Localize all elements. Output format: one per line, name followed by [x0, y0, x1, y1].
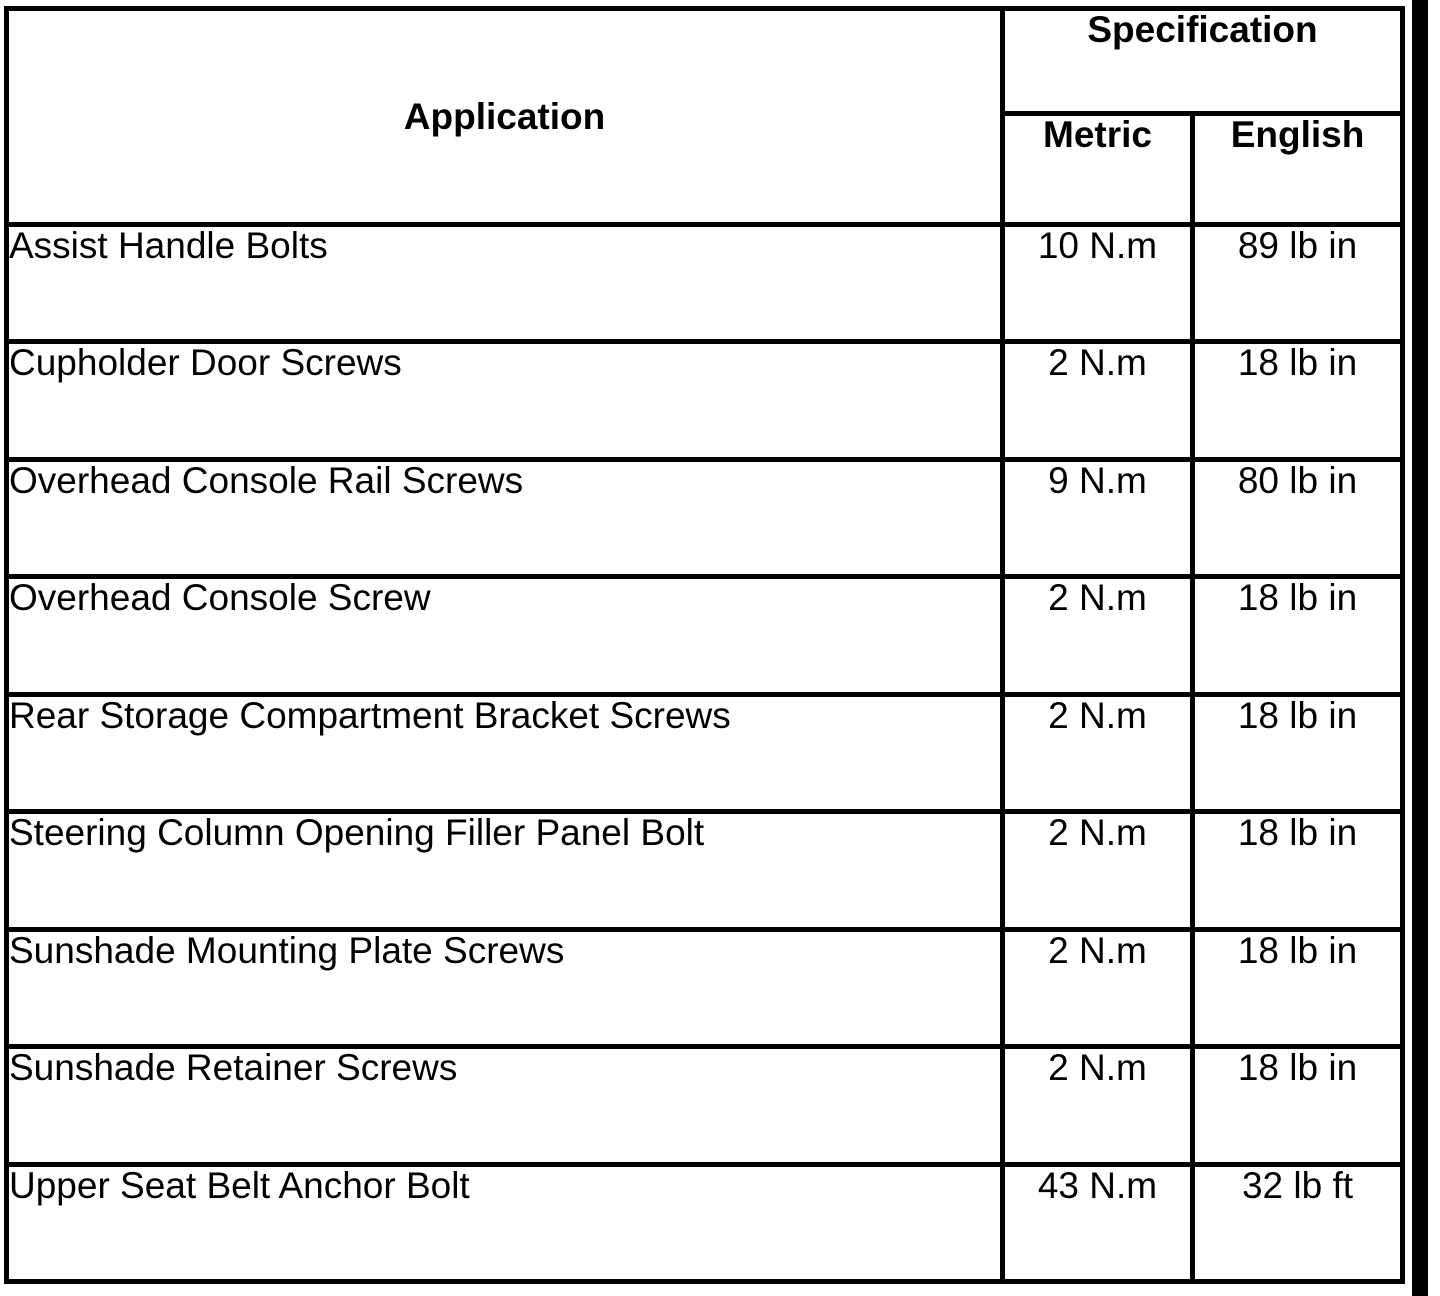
table-body	[7, 225, 1403, 1282]
table-row	[7, 694, 1403, 811]
table-row	[7, 812, 1403, 929]
metric-cell: 2 N.m	[1003, 342, 1193, 459]
metric-column-header: Metric	[1003, 114, 1193, 225]
metric-cell: 2 N.m	[1003, 929, 1193, 1046]
specification-column-header: Specification	[1003, 9, 1403, 114]
english-cell: 32 lb ft	[1193, 1164, 1403, 1282]
english-cell: 18 lb in	[1193, 694, 1403, 811]
table-row	[7, 929, 1403, 1046]
metric-cell: 2 N.m	[1003, 1047, 1193, 1164]
table-row	[7, 225, 1403, 342]
table-row	[7, 342, 1403, 459]
metric-cell: 2 N.m	[1003, 812, 1193, 929]
application-cell: Rear Storage Compartment Bracket Screws	[7, 694, 1003, 811]
application-cell: Overhead Console Screw	[7, 577, 1003, 694]
table-row	[7, 577, 1403, 694]
english-column-header: English	[1193, 114, 1403, 225]
application-column-header: Application	[7, 9, 1003, 225]
metric-cell: 9 N.m	[1003, 459, 1193, 576]
application-cell: Cupholder Door Screws	[7, 342, 1003, 459]
table-header	[7, 9, 1403, 225]
header-row-top	[7, 9, 1403, 114]
scan-edge-rule	[1412, 0, 1428, 1296]
english-cell: 18 lb in	[1193, 1047, 1403, 1164]
table-row	[7, 459, 1403, 576]
application-cell: Assist Handle Bolts	[7, 225, 1003, 342]
application-cell: Sunshade Mounting Plate Screws	[7, 929, 1003, 1046]
application-cell: Steering Column Opening Filler Panel Bolt	[7, 812, 1003, 929]
application-cell: Sunshade Retainer Screws	[7, 1047, 1003, 1164]
english-cell: 18 lb in	[1193, 342, 1403, 459]
application-cell: Upper Seat Belt Anchor Bolt	[7, 1164, 1003, 1282]
metric-cell: 43 N.m	[1003, 1164, 1193, 1282]
metric-cell: 10 N.m	[1003, 225, 1193, 342]
torque-spec-table	[4, 6, 1405, 1284]
english-cell: 89 lb in	[1193, 225, 1403, 342]
english-cell: 18 lb in	[1193, 812, 1403, 929]
table-row	[7, 1047, 1403, 1164]
table-row	[7, 1164, 1403, 1282]
english-cell: 18 lb in	[1193, 929, 1403, 1046]
metric-cell: 2 N.m	[1003, 694, 1193, 811]
english-cell: 18 lb in	[1193, 577, 1403, 694]
english-cell: 80 lb in	[1193, 459, 1403, 576]
metric-cell: 2 N.m	[1003, 577, 1193, 694]
application-cell: Overhead Console Rail Screws	[7, 459, 1003, 576]
